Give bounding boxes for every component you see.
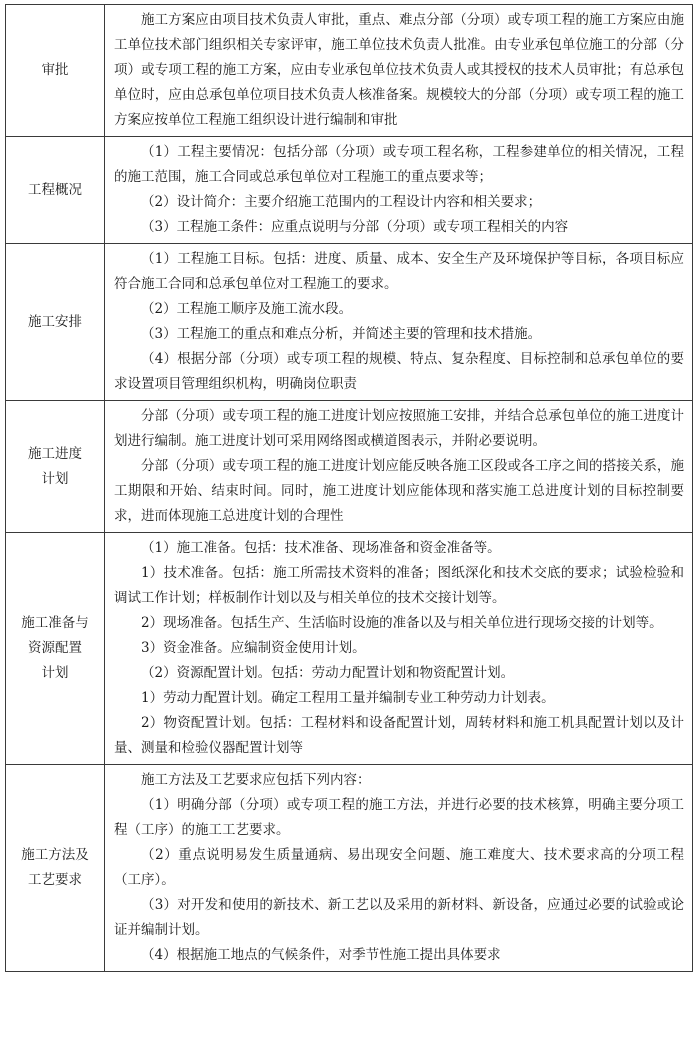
label-line: 计划 xyxy=(41,665,69,681)
row-content-construction-arrangement xyxy=(105,244,693,401)
label-line: 施工进度 xyxy=(28,445,82,462)
table-row xyxy=(6,401,693,533)
row-content-project-overview xyxy=(105,137,693,244)
table-row xyxy=(6,5,693,137)
paragraph: （4）根据分部（分项）或专项工程的规模、特点、复杂程度、目标控制和总承包单位的要求设置项目管理组织机构，明确岗位职责 xyxy=(114,351,684,392)
paragraph: （1）明确分部（分项）或专项工程的施工方法，并进行必要的技术核算，明确主要分项工程（工序）的施工工艺要求。 xyxy=(114,797,684,838)
row-label-project-overview: 工程概况 xyxy=(6,137,105,244)
paragraph: （1）工程主要情况：包括分部（分项）或专项工程名称，工程参建单位的相关情况，工程的施工范围，施工合同或总承包单位对工程施工的重点要求等； xyxy=(114,144,684,185)
row-label-preparation-resources xyxy=(6,533,105,765)
row-label-construction-arrangement: 施工安排 xyxy=(6,244,105,401)
label-line: 工艺要求 xyxy=(28,872,82,888)
label-line: 资源配置 xyxy=(28,640,82,656)
paragraph: 2）现场准备。包括生产、生活临时设施的准备以及与相关单位进行现场交接的计划等。 xyxy=(141,615,663,631)
table-row xyxy=(6,244,693,401)
paragraph: （2）资源配置计划。包括：劳动力配置计划和物资配置计划。 xyxy=(141,665,515,681)
paragraph: （3）工程施工条件：应重点说明与分部（分项）或专项工程相关的内容 xyxy=(141,219,569,235)
paragraph: （2）重点说明易发生质量通病、易出现安全问题、施工难度大、技术要求高的分项工程（工序）。 xyxy=(114,847,684,888)
paragraph: （1）工程施工目标。包括：进度、质量、成本、安全生产及环境保护等目标，各项目标应符合施工合同和总承包单位对工程施工的要求。 xyxy=(114,251,684,292)
paragraph: （2）工程施工顺序及施工流水段。 xyxy=(141,301,353,317)
construction-plan-table xyxy=(5,4,693,972)
paragraph: 3）资金准备。应编制资金使用计划。 xyxy=(141,640,366,656)
paragraph: （4）根据施工地点的气候条件，对季节性施工提出具体要求 xyxy=(141,947,501,963)
table-row xyxy=(6,533,693,765)
paragraph: （1）施工准备。包括：技术准备、现场准备和资金准备等。 xyxy=(141,540,501,556)
row-label-schedule-plan xyxy=(6,401,105,533)
paragraph: 施工方法及工艺要求应包括下列内容： xyxy=(141,772,371,788)
paragraph: （3）对开发和使用的新技术、新工艺以及采用的新材料、新设备，应通过必要的试验或论证并编制计划。 xyxy=(114,897,684,938)
table-row xyxy=(6,765,693,972)
paragraph: 分部（分项）或专项工程的施工进度计划应按照施工安排，并结合总承包单位的施工进度计划进行编制。施工进度计划可采用网络图或横道图表示，并附必要说明。 xyxy=(114,408,684,449)
label-line: 施工准备与 xyxy=(21,615,89,631)
label-line: 计划 xyxy=(41,470,69,487)
row-label-approval: 审批 xyxy=(6,5,105,137)
row-label-methods-process xyxy=(6,765,105,972)
row-content-schedule-plan xyxy=(105,401,693,533)
row-content-approval xyxy=(105,5,693,137)
table-row xyxy=(6,137,693,244)
row-content-preparation-resources xyxy=(105,533,693,765)
paragraph: 1）劳动力配置计划。确定工程用工量并编制专业工种劳动力计划表。 xyxy=(141,690,555,706)
paragraph: （3）工程施工的重点和难点分析，并简述主要的管理和技术措施。 xyxy=(141,326,542,342)
paragraph: 1）技术准备。包括：施工所需技术资料的准备；图纸深化和技术交底的要求；试验检验和调试工作计划；样板制作计划以及与相关单位的技术交接计划等。 xyxy=(114,565,684,606)
paragraph: 分部（分项）或专项工程的施工进度计划应能反映各施工区段或各工序之间的搭接关系，施工期限和开始、结束时间。同时，施工进度计划应能体现和落实施工总进度计划的目标控制要求，进而体现施工总进度计划的合理性 xyxy=(114,458,684,524)
label-line: 施工方法及 xyxy=(21,847,89,863)
paragraph: （2）设计简介：主要介绍施工范围内的工程设计内容和相关要求； xyxy=(141,194,542,210)
paragraph: 2）物资配置计划。包括：工程材料和设备配置计划，周转材料和施工机具配置计划以及计量、测量和检验仪器配置计划等 xyxy=(114,715,684,756)
row-content-methods-process xyxy=(105,765,693,972)
paragraph: 施工方案应由项目技术负责人审批，重点、难点分部（分项）或专项工程的施工方案应由施工单位技术部门组织相关专家评审，施工单位技术负责人批准。由专业承包单位施工的分部（分项）或专项工程的施工方案，应由专业承包单位技术负责人或其授权的技术人员审批；有总承包单位时，应由总承包单位项目技术负责人核准备案。规模较大的分部（分项）或专项工程的施工方案应按单位工程施工组织设计进行编制和审批 xyxy=(114,12,684,128)
